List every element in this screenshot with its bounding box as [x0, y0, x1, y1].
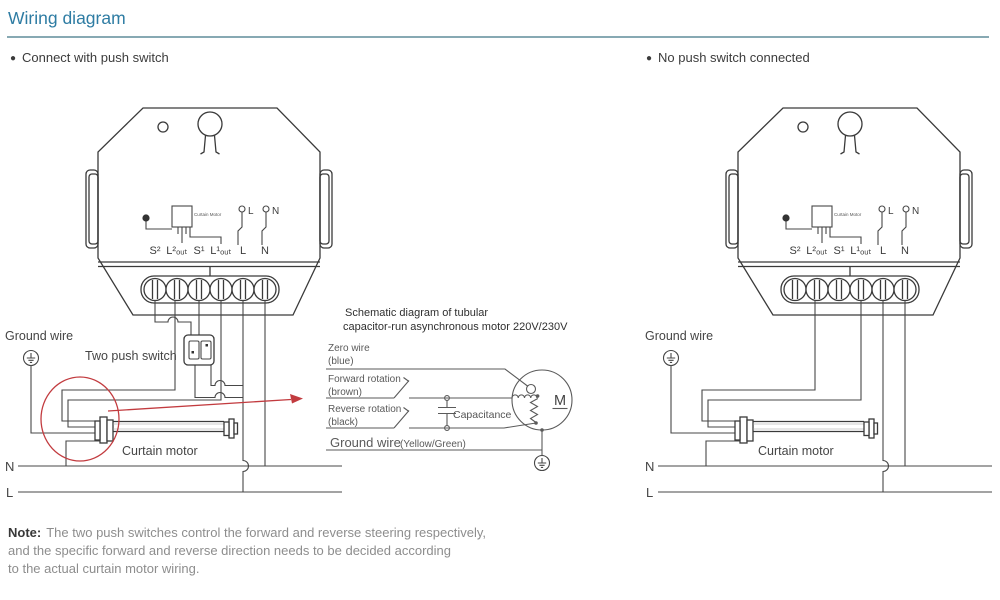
note-line-2: and the specific forward and reverse direction needs to be decided according — [8, 543, 451, 558]
ground-symbol-left — [24, 351, 39, 366]
wire-motor-zero-to-n-rail-right — [706, 441, 750, 466]
right-section-heading: No push switch connected — [658, 50, 810, 65]
ground-wire-label-schematic: Ground wire — [330, 435, 401, 450]
wire-l2-to-motor-right — [708, 300, 861, 427]
ground-wire-color: (Yellow/Green) — [400, 439, 466, 450]
junction-dot-top — [536, 394, 540, 398]
wire-switch-to-live-2 — [211, 365, 243, 386]
reverse-color: (black) — [328, 417, 359, 428]
ground-symbol-schematic — [535, 456, 550, 471]
capacitance-label: Capacitance — [453, 409, 512, 421]
controller-device-left — [86, 108, 332, 315]
wire-live-to-l-rail-right — [883, 300, 889, 492]
note-line-3: to the actual curtain motor wiring. — [8, 561, 200, 576]
note-line-1: Note: The two push switches control the forward and reverse steering respectively, — [8, 525, 487, 540]
wire-switch-to-live-1 — [195, 365, 243, 398]
motor-schematic — [326, 307, 572, 471]
left-section-bullet-icon: ● — [10, 53, 17, 64]
wire-motor-zero-to-n-rail — [66, 441, 110, 466]
n-rail-label-left: N — [5, 459, 15, 474]
schematic-title-line1: Schematic diagram of tubular — [345, 307, 489, 319]
zero-wire-color: (blue) — [328, 356, 354, 367]
l-rail-label-left: L — [6, 485, 14, 500]
callout-arrow-line — [108, 400, 291, 412]
curtain-motor-label-right: Curtain motor — [758, 444, 834, 458]
two-push-switch-label: Two push switch — [85, 349, 177, 363]
wire-l1-to-motor-right — [702, 300, 815, 421]
callout-arrow-head-icon — [290, 394, 303, 404]
wire-s1-to-switch — [155, 300, 191, 335]
curtain-motor-right — [735, 417, 878, 443]
reverse-label: Reverse rotation — [328, 404, 402, 415]
forward-color: (brown) — [328, 387, 362, 398]
aux-winding-icon — [531, 399, 538, 423]
curtain-motor-left — [95, 417, 238, 443]
controller-device-right — [726, 108, 972, 315]
protector-circle-icon — [527, 385, 536, 394]
right-section-bullet-icon: ● — [646, 53, 653, 64]
forward-label: Forward rotation — [328, 374, 401, 385]
n-rail-label-right: N — [645, 459, 655, 474]
junction-dot-aux — [534, 421, 538, 425]
ground-symbol-right — [664, 351, 679, 366]
page-title: Wiring diagram — [8, 8, 126, 28]
junction-dot-bottom — [540, 428, 544, 432]
push-switch-icon — [184, 335, 214, 365]
left-section-heading: Connect with push switch — [22, 50, 169, 65]
note-block — [8, 525, 486, 576]
ground-wire-label-left: Ground wire — [5, 329, 74, 343]
l-rail-label-right: L — [646, 485, 654, 500]
main-winding-icon — [512, 395, 537, 398]
zero-wire-label: Zero wire — [328, 343, 370, 354]
ground-wire-label-right: Ground wire — [645, 329, 714, 343]
wire-live-to-l-rail — [243, 300, 249, 492]
note-label: Note: — [8, 525, 42, 540]
schematic-title-line2: capacitor-run asynchronous motor 220V/230V — [343, 321, 568, 333]
motor-letter: M — [553, 393, 567, 409]
curtain-motor-label-left: Curtain motor — [122, 444, 198, 458]
